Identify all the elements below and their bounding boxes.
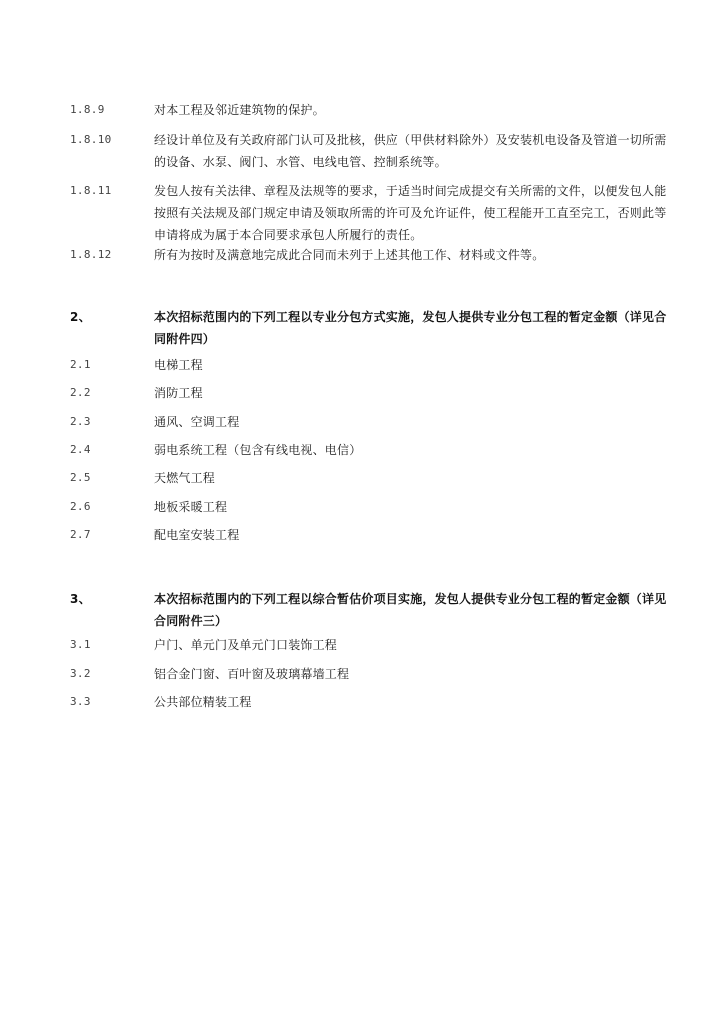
item-number: 3.1 [70, 638, 91, 651]
item-number: 2.7 [70, 528, 91, 541]
item-text: 地板采暖工程 [154, 500, 228, 514]
item-number: 3.2 [70, 667, 91, 680]
clause-number: 1.8.12 [70, 248, 112, 261]
item-number: 2.5 [70, 471, 91, 484]
item-text: 铝合金门窗、百叶窗及玻璃幕墙工程 [154, 667, 350, 681]
section-heading-text: 本次招标范围内的下列工程以综合暂估价项目实施，发包人提供专业分包工程的暂定金额（详见合同附件三） [154, 592, 667, 628]
item-text: 天燃气工程 [154, 471, 216, 485]
item-number: 2.3 [70, 415, 91, 428]
clause-number: 1.8.9 [70, 103, 105, 116]
item-text: 电梯工程 [154, 358, 203, 372]
section-heading-text: 本次招标范围内的下列工程以专业分包方式实施，发包人提供专业分包工程的暂定金额（详见合同附件四） [154, 310, 667, 346]
clause-text: 所有为按时及满意地完成此合同而未列于上述其他工作、材料或文件等。 [154, 248, 545, 262]
item-text: 户门、单元门及单元门口装饰工程 [154, 638, 338, 652]
item-text: 弱电系统工程（包含有线电视、电信） [154, 443, 362, 457]
item-number: 3.3 [70, 695, 91, 708]
item-text: 配电室安装工程 [154, 528, 240, 542]
item-text: 公共部位精装工程 [154, 695, 252, 709]
item-number: 2.4 [70, 443, 91, 456]
clause-text: 发包人按有关法律、章程及法规等的要求，于适当时间完成提交有关所需的文件，以便发包人能按照有关法规及部门规定申请及领取所需的许可及允许证件，使工程能开工直至完工，否则此等申请将成为属于本合同要求承包人所履行的责任。 [154, 184, 667, 242]
section-number: 2、 [70, 310, 91, 324]
item-number: 2.2 [70, 386, 91, 399]
item-text: 消防工程 [154, 386, 203, 400]
item-number: 2.1 [70, 358, 91, 371]
item-text: 通风、空调工程 [154, 415, 240, 429]
clause-text: 经设计单位及有关政府部门认可及批核，供应（甲供材料除外）及安装机电设备及管道一切所需的设备、水泵、阀门、水管、电线电管、控制系统等。 [154, 133, 667, 169]
item-number: 2.6 [70, 500, 91, 513]
clause-number: 1.8.10 [70, 133, 112, 146]
clause-number: 1.8.11 [70, 184, 112, 197]
section-number: 3、 [70, 592, 91, 606]
clause-text: 对本工程及邻近建筑物的保护。 [154, 103, 325, 117]
